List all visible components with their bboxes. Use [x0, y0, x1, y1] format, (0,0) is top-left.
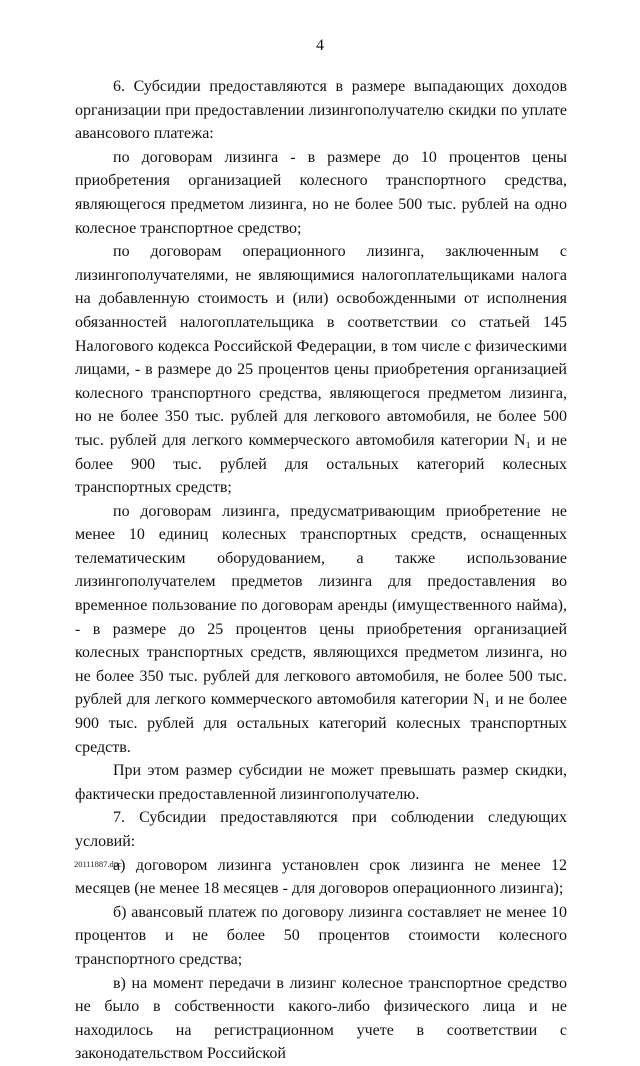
condition-b: б) авансовый платеж по договору лизинга составляет не менее 10 процентов и не более 50 процентов стоимости колесного транспортного средства; — [75, 903, 567, 968]
page-number: 4 — [316, 37, 324, 54]
paragraph-fleet-leasing: по договорам лизинга, предусматривающим приобретение не менее 10 единиц колесных транспортных средств, оснащенных телематическим оборудованием, а также использование лизингополучателем предметов лизинга для предоставления во временное пользование по договорам аренды (имущественного найма), - в размере до 25 процентов цены приобретения организацией колесных транспортных средств, являющихся предметом лизинга, но не более 350 тыс. рублей для легкового автомобиля, не более 500 тыс. рублей для легкого коммерческого автомобиля категории N₁ и не более 900 тыс. рублей для остальных категорий колесных транспортных средств. — [75, 502, 567, 756]
paragraph-leasing-contracts: по договорам лизинга - в размере до 10 процентов цены приобретения организацией колесного транспортного средства, являющегося предметом лизинга, но не более 500 тыс. рублей на одно колесное транспортное средство; — [75, 148, 567, 237]
paragraph-7-conditions: 7. Субсидии предоставляются при соблюдении следующих условий: — [75, 809, 567, 850]
condition-c: в) на момент передачи в лизинг колесное транспортное средство не было в собственности какого-либо физического лица и не находилось на регистрационном учете в соответствии с законодательством Российской — [75, 974, 567, 1063]
paragraph-6-intro: 6. Субсидии предоставляются в размере выпадающих доходов организации при предоставлении лизингополучателю скидки по уплате авансового платежа: — [75, 78, 567, 143]
file-name-footer: 20111887.doc — [74, 859, 122, 869]
paragraph-subsidy-limit: При этом размер субсидии не может превышать размер скидки, фактически предоставленной лизингополучателю. — [75, 762, 567, 803]
paragraph-operational-leasing: по договорам операционного лизинга, заключенным с лизингополучателями, не являющимися налогоплательщиками налога на добавленную стоимость и (или) освобожденными от исполнения обязанностей налогоплательщика в соответствии со статьей 145 Налогового кодекса Российской Федерации, в том числе с физическими лицами, - в размере до 25 процентов цены приобретения организацией колесного транспортного средства, являющегося предметом лизинга, но не более 350 тыс. рублей для легкового автомобиля, не более 500 тыс. рублей для легкого коммерческого автомобиля категории N₁ и не более 900 тыс. рублей для остальных категорий колесных транспортных средств; — [75, 243, 567, 497]
condition-a: а) договором лизинга установлен срок лизинга не менее 12 месяцев (не менее 18 месяцев - для договоров операционного лизинга); — [75, 856, 567, 898]
document-body — [75, 75, 567, 1066]
